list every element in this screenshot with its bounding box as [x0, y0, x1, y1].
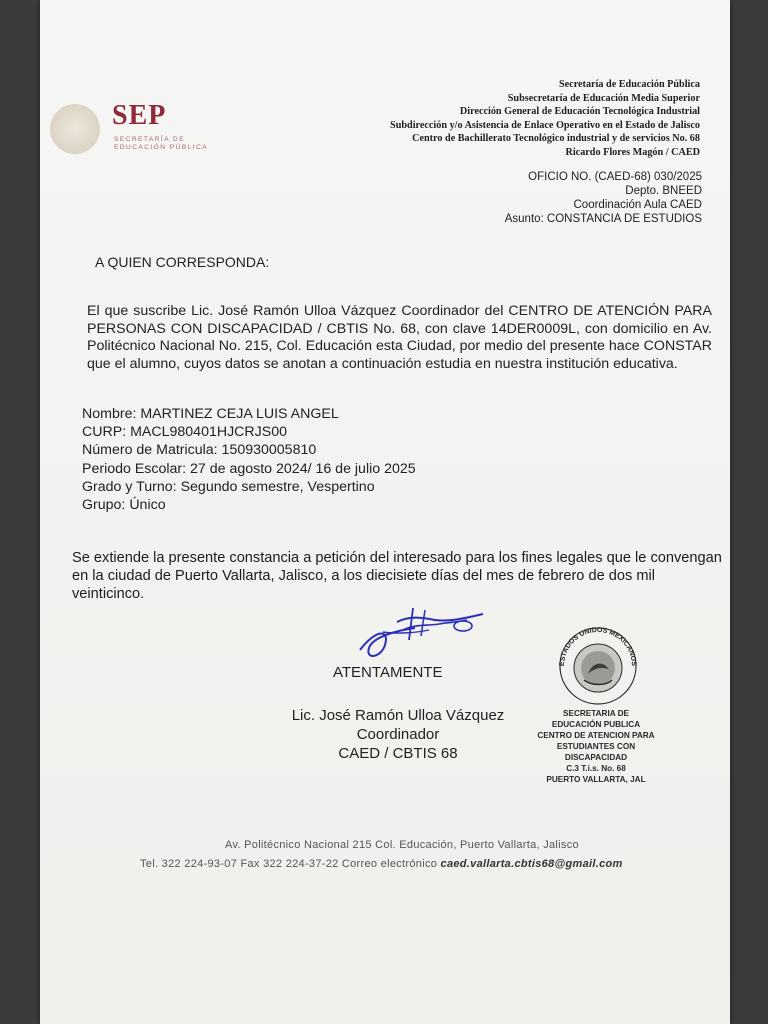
intro-paragraph: El que suscribe Lic. José Ramón Ulloa Vázquez Coordinador del CENTRO DE ATENCIÓN PARA PERSONAS CON DISCAPACIDAD / CBTIS No. 68, con clave 14DER0009L, con domicilio en Av. Politécnico Nacional No. 215, Col. Educación esta Ciudad, por medio del presente hace CONSTAR que el alumno, cuyos datos se anotan a continuación estudia en nuestra institución educativa.	[87, 303, 712, 372]
stamp-line: CENTRO DE ATENCION PARA	[537, 731, 655, 740]
coordination: Coordinación Aula CAED	[573, 199, 702, 211]
subject: Asunto: CONSTANCIA DE ESTUDIOS	[504, 213, 702, 225]
logo-subtitle: SECRETARÍA DE EDUCACIÓN PÚBLICA	[114, 136, 209, 151]
stamp-line: PUERTO VALLARTA, JAL	[546, 775, 646, 784]
logo-brand: SEP	[112, 100, 167, 131]
oficio-block	[505, 170, 702, 226]
official-seal-icon	[554, 622, 642, 706]
student-matricula: Número de Matricula: 150930005810	[82, 442, 317, 459]
student-info	[82, 405, 416, 514]
closing-word: ATENTAMENTE	[333, 664, 443, 681]
footer-contact: Tel. 322 224-93-07 Fax 322 224-37-22 Correo electrónico	[140, 858, 441, 870]
official-stamp-text	[534, 708, 658, 785]
header-line: Dirección General de Educación Tecnológica Industrial	[459, 106, 700, 118]
stamp-line: EDUCACIÓN PUBLICA	[551, 720, 641, 729]
footer-address: Av. Politécnico Nacional 215 Col. Educación, Puerto Vallarta, Jalisco	[225, 839, 579, 851]
student-group: Grupo: Único	[82, 497, 166, 514]
coat-of-arms-icon	[50, 104, 100, 154]
institution-header	[390, 78, 700, 160]
signer-name: Lic. José Ramón Ulloa Vázquez	[291, 707, 505, 724]
stamp-line: ESTUDIANTES CON	[556, 742, 636, 751]
signer-role: Coordinador	[356, 726, 440, 743]
header-line: Ricardo Flores Magón / CAED	[565, 146, 700, 158]
stamp-line: C.3 T.i.s. No. 68	[566, 764, 626, 773]
stamp-line: DISCAPACIDAD	[564, 753, 628, 762]
header-line: Centro de Bachillerato Tecnológico industrial y de servicios No. 68	[412, 133, 700, 145]
footer-contact-line	[140, 855, 730, 874]
closing-paragraph: Se extiende la presente constancia a petición del interesado para los fines legales que le convengan en la ciudad de Puerto Vallarta, Jalisco, a los diecisiete días del mes de febrero de dos mil veinticinco.	[72, 550, 722, 602]
student-period: Periodo Escolar: 27 de agosto 2024/ 16 de julio 2025	[82, 460, 416, 477]
department: Depto. BNEED	[625, 185, 702, 197]
seal-ring-text: ESTADOS UNIDOS MEXICANOS	[558, 626, 638, 667]
footer	[140, 836, 730, 874]
student-name: Nombre: MARTINEZ CEJA LUIS ANGEL	[82, 406, 339, 422]
student-grade: Grado y Turno: Segundo semestre, Vespertino	[82, 478, 375, 495]
signer-block	[268, 706, 528, 763]
salutation: A QUIEN CORRESPONDA:	[95, 254, 270, 270]
header-line: Subsecretaría de Educación Media Superior	[507, 92, 700, 104]
header-line: Secretaría de Educación Pública	[558, 79, 700, 90]
oficio-number: OFICIO NO. (CAED-68) 030/2025	[528, 171, 702, 183]
stamp-line: SECRETARIA DE	[563, 709, 629, 718]
signer-org: CAED / CBTIS 68	[338, 745, 458, 762]
signature-icon	[355, 600, 490, 665]
document-page	[40, 0, 730, 1024]
sep-logo	[50, 100, 250, 154]
header-line: Subdirección y/o Asistencia de Enlace Operativo en el Estado de Jalisco	[390, 119, 700, 131]
footer-email: caed.vallarta.cbtis68@gmail.com	[440, 858, 623, 870]
student-curp: CURP: MACL980401HJCRJS00	[82, 424, 288, 441]
